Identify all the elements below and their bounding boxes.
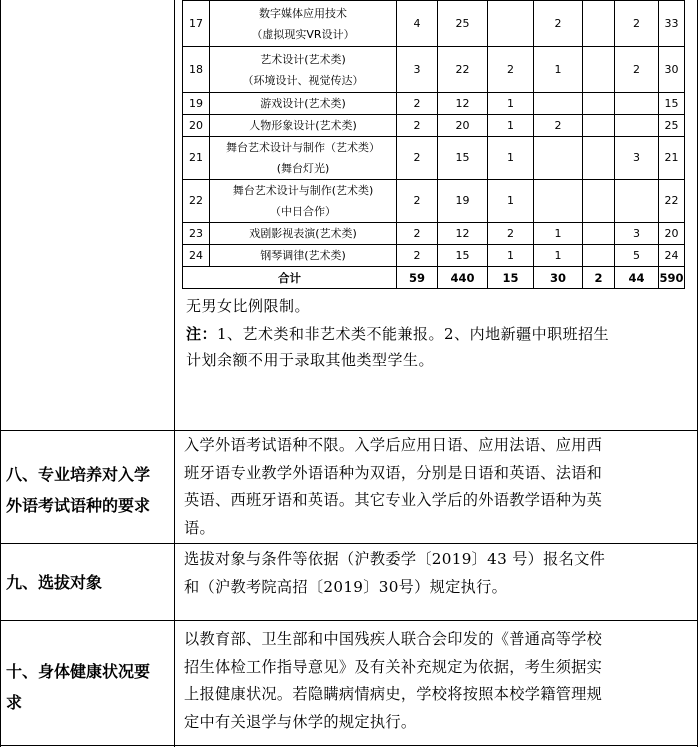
major-name-line: (舞台灯光) [276, 162, 330, 175]
quota-cell-c3: 2 [488, 223, 534, 245]
section-10-body-line: 以教育部、卫生部和中国残疾人联合会印发的《普通高等学校 [184, 630, 603, 648]
quota-cell-c5 [583, 223, 615, 245]
quota-cell-total: 33 [659, 1, 685, 47]
total-cell-c1: 59 [397, 267, 438, 289]
section-10-body-line: 定中有关退学与休学的规定执行。 [184, 712, 417, 731]
section-8-body-line: 英语、西班牙语和英语。其它专业入学后的外语教学语种为英 [184, 491, 603, 509]
table-row [183, 245, 685, 267]
quota-cell-c4 [534, 93, 583, 115]
quota-cell-c2: 19 [438, 180, 488, 223]
quota-cell-c5 [583, 245, 615, 267]
enrolment-plan-table [182, 0, 685, 289]
section-8-body [184, 432, 690, 542]
section-10-body-line: 上报健康状况。若隐瞒病情病史，学校将按照本校学籍管理规 [184, 685, 603, 703]
total-cell-c3: 15 [488, 267, 534, 289]
section-10-body [184, 626, 690, 736]
quota-cell-c6: 3 [615, 223, 659, 245]
quota-cell-c2: 25 [438, 1, 488, 47]
quota-cell-c1: 3 [397, 47, 438, 93]
total-cell-c6: 44 [615, 267, 659, 289]
section-9-body-line: 和（沪教考院高招〔2019〕30号）规定执行。 [184, 577, 508, 596]
quota-cell-total: 15 [659, 93, 685, 115]
row-number: 19 [183, 93, 210, 115]
section-8-label-line-2: 外语考试语种的要求 [6, 496, 151, 515]
quota-cell-c4: 2 [534, 115, 583, 137]
table-row [183, 223, 685, 245]
quota-cell-c4 [534, 180, 583, 223]
row-number: 17 [183, 1, 210, 47]
quota-cell-c6: 5 [615, 245, 659, 267]
row-number: 21 [183, 137, 210, 180]
quota-cell-c2: 12 [438, 93, 488, 115]
outer-border-right [697, 0, 698, 747]
section-9-label-line-1: 九、选拔对象 [6, 573, 103, 592]
quota-cell-c4: 2 [534, 1, 583, 47]
major-name [210, 223, 397, 245]
column-divider [174, 0, 175, 747]
major-name-line: （环境设计、视觉传达） [242, 73, 364, 87]
total-cell-c2: 440 [438, 267, 488, 289]
quota-cell-c5 [583, 180, 615, 223]
major-name-line: 钢琴调律(艺术类) [260, 249, 346, 262]
table-row [183, 180, 685, 223]
quota-cell-c3: 1 [488, 245, 534, 267]
total-cell-c4: 30 [534, 267, 583, 289]
major-name [210, 180, 397, 223]
section-8-label [6, 459, 150, 521]
major-name-line: 艺术设计(艺术类) [260, 52, 346, 66]
quota-cell-c5 [583, 93, 615, 115]
major-name-line: （虚拟现实VR设计） [251, 27, 355, 41]
quota-cell-c6: 3 [615, 137, 659, 180]
section-divider-9 [0, 543, 698, 544]
section-divider-8 [0, 430, 698, 431]
row-number: 18 [183, 47, 210, 93]
table-row [183, 47, 685, 93]
table-row [183, 1, 685, 47]
major-name-line: （中日合作） [270, 205, 336, 218]
outer-border-bottom [0, 745, 698, 746]
major-name [210, 115, 397, 137]
quota-cell-c3: 1 [488, 137, 534, 180]
major-name [210, 93, 397, 115]
row-number: 24 [183, 245, 210, 267]
major-name-line: 舞台艺术设计与制作（艺术类） [226, 141, 380, 154]
section-9-body-line: 选拔对象与条件等依据（沪教委学〔2019〕43 号）报名文件 [184, 550, 606, 568]
outer-border-left [0, 0, 1, 747]
section-9-body [184, 546, 690, 601]
major-name [210, 245, 397, 267]
quota-cell-c3: 1 [488, 180, 534, 223]
major-name-line: 数字媒体应用技术 [259, 6, 347, 20]
table-row [183, 137, 685, 180]
quota-cell-c1: 2 [397, 137, 438, 180]
remark-note [186, 320, 609, 349]
row-number: 22 [183, 180, 210, 223]
major-name-line: 舞台艺术设计与制作(艺术类) [232, 184, 374, 197]
quota-cell-c6 [615, 93, 659, 115]
section-10-label [6, 656, 150, 718]
remark-note-line-2: 计划余额不用于录取其他类型学生。 [186, 351, 435, 369]
quota-cell-c1: 2 [397, 245, 438, 267]
quota-cell-c6 [615, 115, 659, 137]
quota-cell-c3: 1 [488, 93, 534, 115]
quota-cell-total: 20 [659, 223, 685, 245]
quota-cell-c1: 2 [397, 180, 438, 223]
major-name [210, 137, 397, 180]
row-number: 23 [183, 223, 210, 245]
remark-label: 注： [186, 325, 218, 343]
total-cell-c5: 2 [583, 267, 615, 289]
section-8-body-line: 入学外语考试语种不限。入学后应用日语、应用法语、应用西 [184, 436, 603, 454]
quota-cell-c3: 2 [488, 47, 534, 93]
quota-cell-c5 [583, 137, 615, 180]
quota-cell-c4 [534, 137, 583, 180]
quota-cell-total: 22 [659, 180, 685, 223]
section-10-body-line: 招生体检工作指导意见》及有关补充规定为依据，考生须据实 [184, 657, 603, 676]
quota-cell-c4: 1 [534, 223, 583, 245]
section-9-label [6, 567, 102, 598]
quota-cell-total: 30 [659, 47, 685, 93]
total-row [183, 267, 685, 289]
quota-cell-c2: 20 [438, 115, 488, 137]
total-cell-total: 590 [659, 267, 685, 289]
major-name-line: 游戏设计(艺术类) [260, 97, 346, 110]
section-10-label-line-2: 求 [6, 693, 23, 712]
quota-cell-total: 21 [659, 137, 685, 180]
remark-line-1: 1、艺术类和非艺术类不能兼报。2、内地新疆中职班招生 [217, 325, 610, 343]
major-name [210, 1, 397, 47]
quota-cell-c4: 1 [534, 47, 583, 93]
quota-cell-c2: 15 [438, 137, 488, 180]
section-8-body-line: 班牙语专业教学外语语种为双语，分别是日语和英语、法语和 [184, 463, 603, 482]
section-10-label-line-1: 十、身体健康状况要 [6, 662, 151, 681]
total-label: 合计 [183, 267, 397, 289]
quota-cell-c2: 12 [438, 223, 488, 245]
quota-cell-c2: 15 [438, 245, 488, 267]
major-name-line: 戏剧影视表演(艺术类) [249, 227, 357, 240]
major-name-line: 人物形象设计(艺术类) [249, 119, 357, 132]
quota-cell-c5 [583, 47, 615, 93]
row-number: 20 [183, 115, 210, 137]
quota-cell-c3: 1 [488, 115, 534, 137]
table-row [183, 93, 685, 115]
section-divider-10 [0, 620, 698, 621]
major-name [210, 47, 397, 93]
quota-cell-c3 [488, 1, 534, 47]
quota-cell-c1: 2 [397, 115, 438, 137]
quota-cell-total: 24 [659, 245, 685, 267]
section-8-label-line-1: 八、专业培养对入学 [6, 465, 151, 484]
quota-cell-c6 [615, 180, 659, 223]
quota-cell-c1: 2 [397, 93, 438, 115]
quota-cell-total: 25 [659, 115, 685, 137]
quota-cell-c1: 2 [397, 223, 438, 245]
quota-cell-c6: 2 [615, 1, 659, 47]
quota-cell-c4: 1 [534, 245, 583, 267]
gender-ratio-note: 无男女比例限制。 [186, 297, 311, 315]
quota-cell-c6: 2 [615, 47, 659, 93]
section-8-body-line: 语。 [184, 518, 215, 537]
quota-cell-c2: 22 [438, 47, 488, 93]
quota-cell-c1: 4 [397, 1, 438, 47]
quota-cell-c5 [583, 1, 615, 47]
table-row [183, 115, 685, 137]
quota-cell-c5 [583, 115, 615, 137]
